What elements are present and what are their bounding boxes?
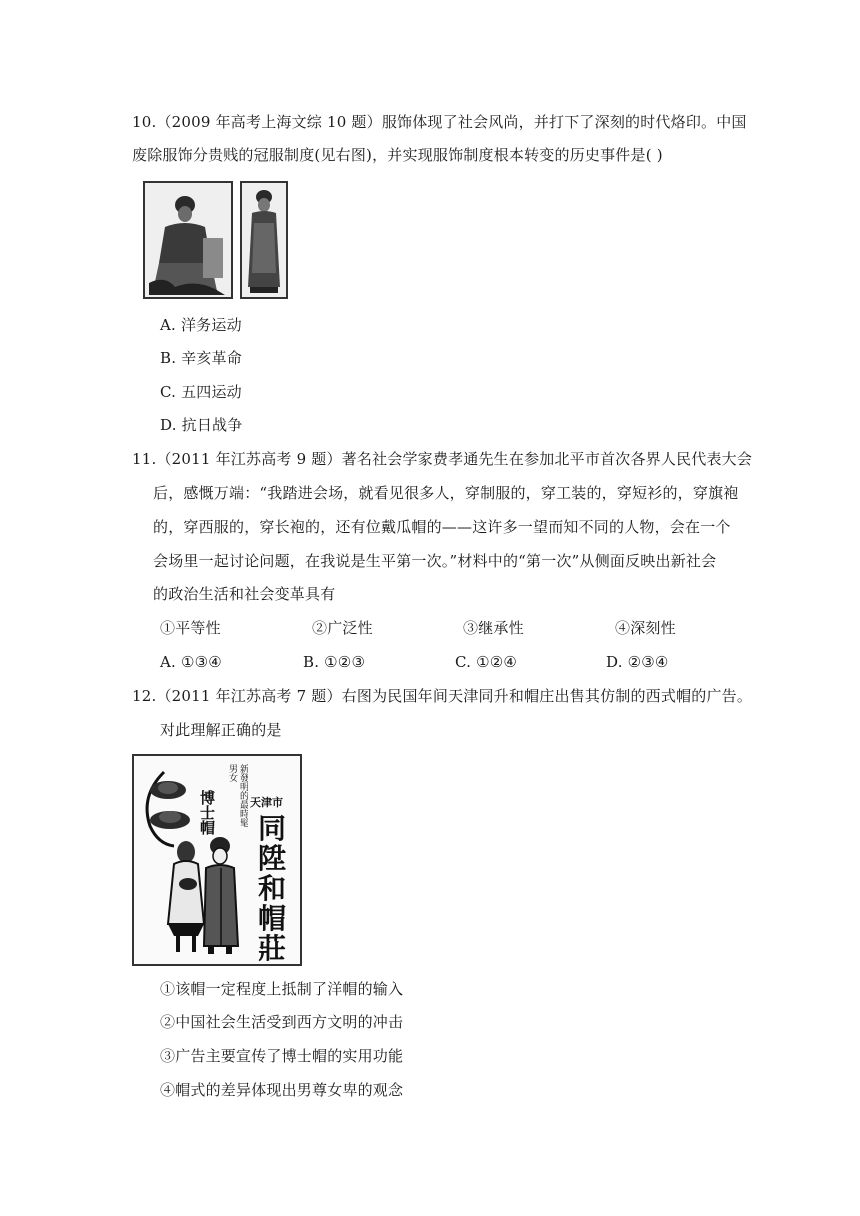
- q11-stem-line-1: 11.（2011 年江苏高考 9 题）著名社会学家费孝通先生在参加北平市首次各界人民代表大会: [132, 450, 753, 468]
- q11-item-3: ③继承性: [463, 619, 524, 637]
- qing-official-seated-photo: [143, 181, 233, 299]
- q10-option-a: A. 洋务运动: [160, 316, 242, 334]
- ad-hat-name: 博士帽: [198, 790, 216, 835]
- q10-stem-line-1: 10.（2009 年高考上海文综 10 题）服饰体现了社会风尚，并打下了深刻的时代烙印。中国: [132, 113, 747, 131]
- ad-shop-name: [254, 814, 290, 964]
- ad-shop-char: 陞: [257, 842, 286, 875]
- ad-shop-char: 同: [257, 812, 286, 845]
- q12-statement-2: ②中国社会生活受到西方文明的冲击: [160, 1013, 404, 1031]
- q12-stem-line-2: 对此理解正确的是: [160, 721, 282, 739]
- q11-option-a: A. ①③④: [160, 653, 222, 671]
- ad-shop-char: 帽: [257, 902, 286, 935]
- q12-statement-4: ④帽式的差异体现出男尊女卑的观念: [160, 1081, 404, 1099]
- q10-stem-line-2: 废除服饰分贵贱的冠服制度(见右图)，并实现服饰制度根本转变的历史事件是( ): [132, 146, 663, 164]
- q10-option-d: D. 抗日战争: [160, 416, 243, 434]
- q11-stem-line-5: 的政治生活和社会变革具有: [153, 585, 336, 603]
- q11-stem-line-3: 的，穿西服的，穿长袍的，还有位戴瓜帽的——这许多一望而知不同的人物，会在一个: [153, 518, 731, 536]
- q10-option-b: B. 辛亥革命: [160, 349, 242, 367]
- q11-option-d: D. ②③④: [606, 653, 669, 671]
- q11-item-1: ①平等性: [160, 619, 221, 637]
- q11-stem-line-2: 后，感慨万端：“我踏进会场，就看见很多人，穿制服的，穿工装的，穿短衫的，穿旗袍: [153, 484, 739, 502]
- hat-shop-advertisement: [132, 754, 302, 966]
- q11-item-2: ②广泛性: [312, 619, 373, 637]
- ad-shop-char: 和: [257, 872, 286, 905]
- ad-shop-small: 天津市: [250, 796, 283, 809]
- q11-stem-line-4: 会场里一起讨论问题，在我说是生平第一次。”材料中的“第一次”从侧面反映出新社会: [153, 552, 717, 570]
- q12-statement-3: ③广告主要宣传了博士帽的实用功能: [160, 1047, 404, 1065]
- qing-official-standing-photo: [240, 181, 288, 299]
- q11-item-4: ④深刻性: [615, 619, 676, 637]
- ad-shop-char: 莊: [257, 932, 286, 965]
- ad-slogan: 新發明的最時髦男女: [227, 764, 248, 827]
- q10-option-c: C. 五四运动: [160, 383, 242, 401]
- q12-stem-line-1: 12.（2011 年江苏高考 7 题）右图为民国年间天津同升和帽庄出售其仿制的西式帽的广告。: [132, 687, 753, 705]
- q12-statement-1: ①该帽一定程度上抵制了洋帽的输入: [160, 980, 404, 998]
- q11-option-b: B. ①②③: [303, 653, 366, 671]
- q11-option-c: C. ①②④: [455, 653, 518, 671]
